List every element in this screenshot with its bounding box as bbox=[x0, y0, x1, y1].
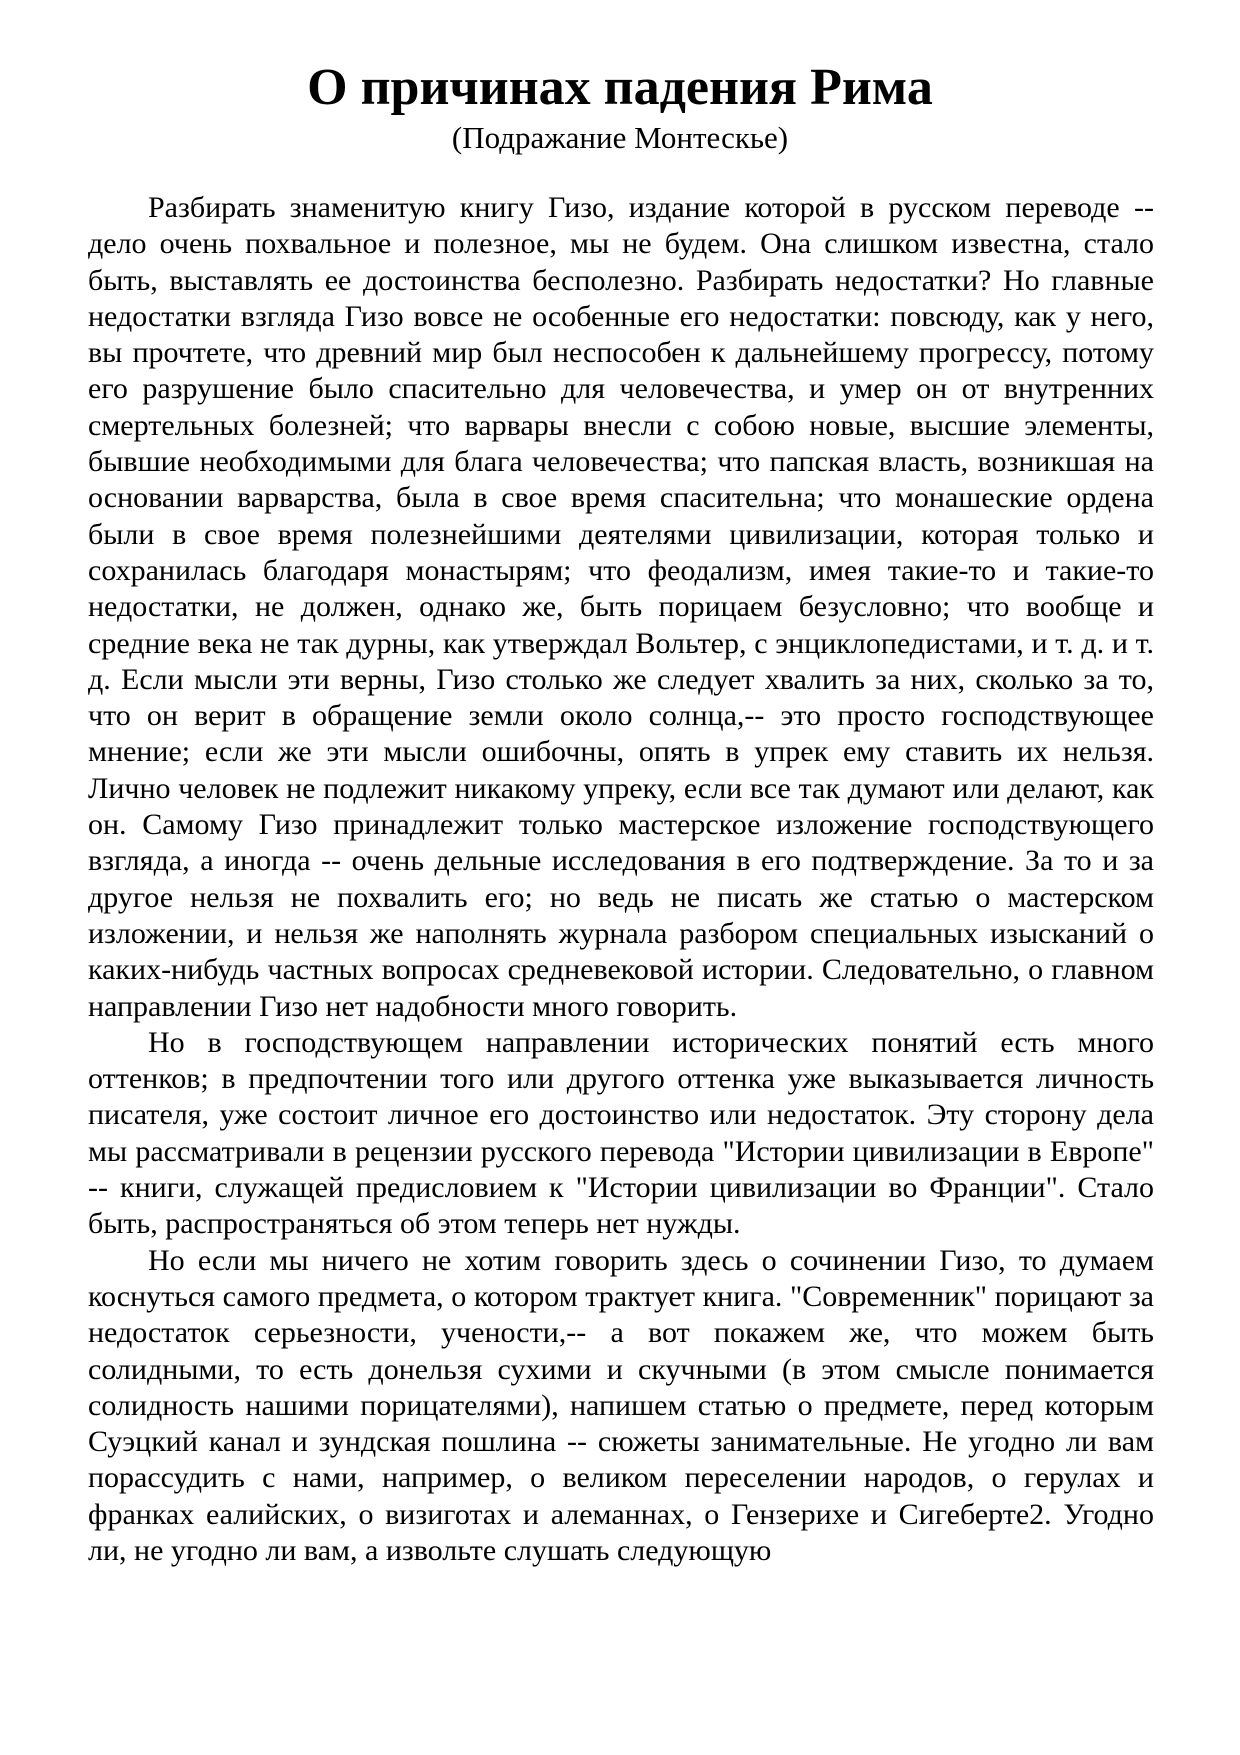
page-title: О причинах падения Рима bbox=[307, 59, 933, 116]
paragraph: Но в господствующем направлении исторических понятий есть много оттенков; в предпочтении того или другого оттенка уже выказывается личность писателя, уже состоит личное его достоинство или недостаток. Эту сторону дела мы рассматривали в рецензии русского перевода "Истории цивилизации в Европе" -- книги, служащей предисловием к "Истории цивилизации во Франции". Стало быть, распространяться об этом теперь нет нужды. bbox=[88, 1025, 1154, 1241]
page-subtitle: (Подражание Монтескье) bbox=[451, 120, 789, 155]
document-body bbox=[88, 190, 1154, 1569]
paragraph: Разбирать знаменитую книгу Гизо, издание которой в русском переводе -- дело очень похвальное и полезное, мы не будем. Она слишком известна, стало быть, выставлять ее достоинства бесполезно. Разбирать недостатки? Но главные недостатки взгляда Гизо вовсе не особенные его недостатки: повсюду, как у него, вы прочтете, что древний мир был неспособен к дальнейшему прогрессу, потому его разрушение было спасительно для человечества, и умер он от внутренних смертельных болезней; что варвары внесли с собою новые, высшие элементы, бывшие необходимыми для блага человечества; что папская власть, возникшая на основании варварства, была в свое время спасительна; что монашеские ордена были в свое время полезнейшими деятелями цивилизации, которая только и сохранилась благодаря монастырям; что феодализм, имея такие-то и такие-то недостатки, не должен, однако же, быть порицаем безусловно; что вообще и средние века не так дурны, как утверждал Вольтер, с энциклопедистами, и т. д. и т. д. Если мысли эти верны, Гизо столько же следует хвалить за них, сколько за то, что он верит в обращение земли около солнца,-- это просто господствующее мнение; если же эти мысли ошибочны, опять в упрек ему ставить их нельзя. Лично человек не подлежит никакому упреку, если все так думают или делают, как он. Самому Гизо принадлежит только мастерское изложение господствующего взгляда, а иногда -- очень дельные исследования в его подтверждение. За то и за другое нельзя не похвалить его; но ведь не писать же статью о мастерском изложении, и нельзя же наполнять журнала разбором специальных изысканий о каких-нибудь частных вопросах средневековой истории. Следовательно, о главном направлении Гизо нет надобности много говорить. bbox=[88, 191, 1154, 1023]
paragraph: Но если мы ничего не хотим говорить здесь о сочинении Гизо, то думаем коснуться самого предмета, о котором трактует книга. "Современник" порицают за недостаток серьезности, учености,-- а вот покажем же, что можем быть солидными, то есть донельзя сухими и скучными (в этом смысле понимается солидность нашими порицателями), напишем статью о предмете, перед которым Суэцкий канал и зундская пошлина -- сюжеты занимательные. Не угодно ли вам порассудить с нами, например, о великом переселении народов, о герулах и франках еалийских, о визиготах и алеманнах, о Гензерихе и Сигеберте2. Угодно ли, не угодно ли вам, а извольте слушать следующую bbox=[88, 1243, 1154, 1567]
